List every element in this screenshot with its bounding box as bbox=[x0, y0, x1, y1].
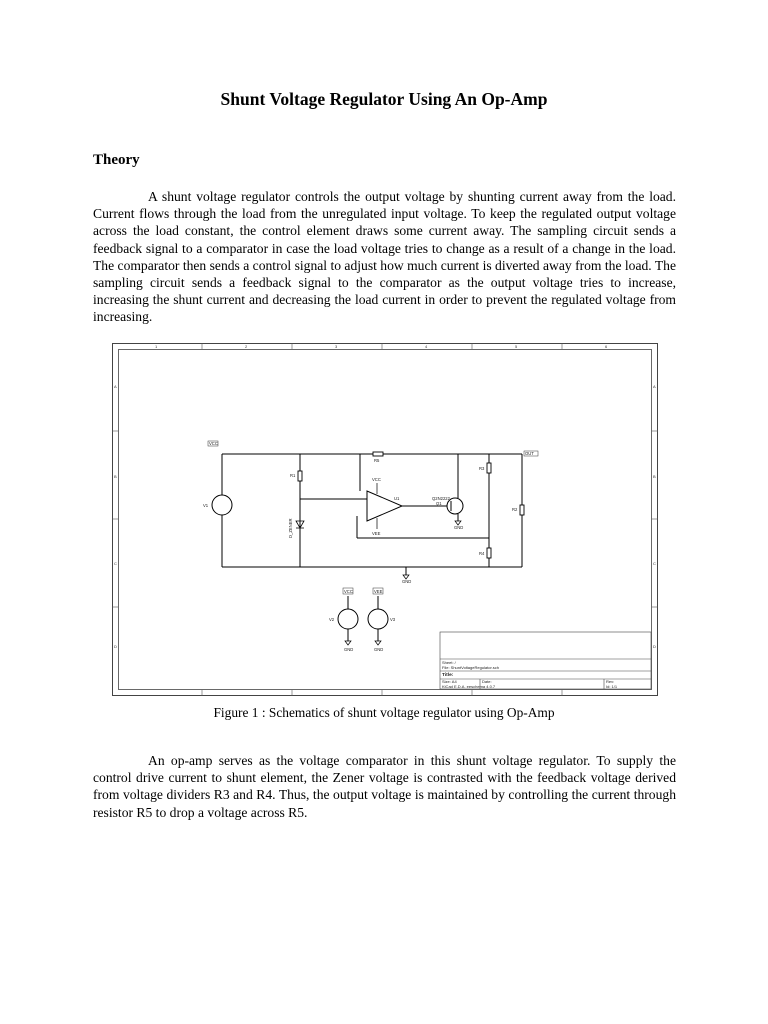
border-row-c-right: C bbox=[653, 561, 656, 566]
page-title: Shunt Voltage Regulator Using An Op-Amp bbox=[220, 89, 548, 109]
border-col-1: 1 bbox=[155, 344, 158, 349]
label-out-port: OUT bbox=[525, 451, 534, 456]
label-gnd-q: GND bbox=[454, 525, 464, 530]
opamp-paragraph: An op-amp serves as the voltage comparator in this shunt voltage regulator. To supply the control drive current to shunt element, the Zener voltage is contrasted with the feedback voltage derived from voltage dividers R3 and R4. Thus, the output voltage is maintained by controlling the current through resistor R5 to drop a voltage across R5. bbox=[93, 753, 676, 820]
border-col-3: 3 bbox=[335, 344, 338, 349]
title-block-date: Date: bbox=[482, 679, 492, 684]
label-r4: R4 bbox=[479, 551, 485, 556]
label-r2: R2 bbox=[512, 507, 518, 512]
border-col-6: 6 bbox=[605, 344, 608, 349]
border-row-b: B bbox=[114, 474, 117, 479]
title-block bbox=[440, 632, 651, 689]
label-vcc-in: VCC bbox=[209, 441, 218, 446]
label-zener: D_ZENER bbox=[288, 518, 293, 538]
resistor-r3 bbox=[487, 463, 491, 473]
border-row-a-right: A bbox=[653, 384, 656, 389]
source-v2-symbol bbox=[338, 609, 358, 629]
schematic-svg bbox=[112, 343, 658, 696]
resistor-r4 bbox=[487, 548, 491, 558]
label-v1: V1 bbox=[203, 503, 209, 508]
label-gnd-main: GND bbox=[402, 579, 412, 584]
title-block-kicad: KiCad E.D.A. eeschema 4.0.7 bbox=[442, 684, 496, 689]
label-opamp-vcc: VCC bbox=[372, 477, 381, 482]
resistor-r1 bbox=[298, 471, 302, 481]
border-col-4: 4 bbox=[425, 344, 428, 349]
title-block-sheet: Sheet: / bbox=[442, 660, 456, 665]
section-heading-theory: Theory bbox=[93, 152, 140, 168]
label-transistor-ref: Q1 bbox=[436, 501, 442, 506]
label-opamp-vee: VEE bbox=[372, 531, 381, 536]
schematic-inner-border bbox=[119, 350, 652, 690]
label-opamp: U1 bbox=[394, 496, 400, 501]
label-v3-vee: VEE bbox=[374, 589, 383, 594]
label-r3: R3 bbox=[479, 466, 485, 471]
resistor-r5 bbox=[373, 452, 383, 456]
label-r5: R5 bbox=[374, 458, 380, 463]
label-transistor: Q2N2222 bbox=[432, 496, 450, 501]
resistor-r2 bbox=[520, 505, 524, 515]
border-row-c: C bbox=[114, 561, 117, 566]
label-r1: R1 bbox=[290, 473, 296, 478]
title-block-rev: Rev: bbox=[606, 679, 615, 684]
border-row-a: A bbox=[114, 384, 117, 389]
border-col-5: 5 bbox=[515, 344, 518, 349]
source-v3-symbol bbox=[368, 609, 388, 629]
title-block-id: Id: 1/1 bbox=[606, 684, 618, 689]
title-block-title: Title: bbox=[442, 673, 454, 678]
border-row-d-right: D bbox=[653, 644, 656, 649]
label-v2-vcc: VCC bbox=[344, 589, 353, 594]
figure-caption: Figure 1 : Schematics of shunt voltage regulator using Op-Amp bbox=[213, 705, 555, 720]
border-col-2: 2 bbox=[245, 344, 248, 349]
border-row-d: D bbox=[114, 644, 117, 649]
schematic-outer-border bbox=[113, 344, 658, 696]
source-v1-symbol bbox=[212, 495, 232, 515]
label-gnd-v2: GND bbox=[344, 647, 354, 652]
label-gnd-v3: GND bbox=[374, 647, 384, 652]
label-v3: V3 bbox=[390, 617, 396, 622]
theory-paragraph: A shunt voltage regulator controls the output voltage by shunting current away from the load. Current flows through the load from the unregulated input voltage. To keep the regulated output voltage across the load constant, the control element draws some current away. The sampling circuit sends a feedback signal to a comparator in case the load voltage tries to change as a result of a change in the load. The comparator then sends a control signal to adjust how much current is diverted away from the load. The sampling circuit sends a feedback signal to the comparator as the output voltage tries to increase, increasing the shunt current and decreasing the load current in order to prevent the regulated voltage from increasing. bbox=[93, 189, 676, 325]
schematic-figure bbox=[112, 343, 658, 696]
title-block-size: Size: A4 bbox=[442, 679, 457, 684]
title-block-file: File: ShuntVoltageRegulator.sch bbox=[442, 665, 499, 670]
border-row-b-right: B bbox=[653, 474, 656, 479]
label-v2: V2 bbox=[329, 617, 335, 622]
